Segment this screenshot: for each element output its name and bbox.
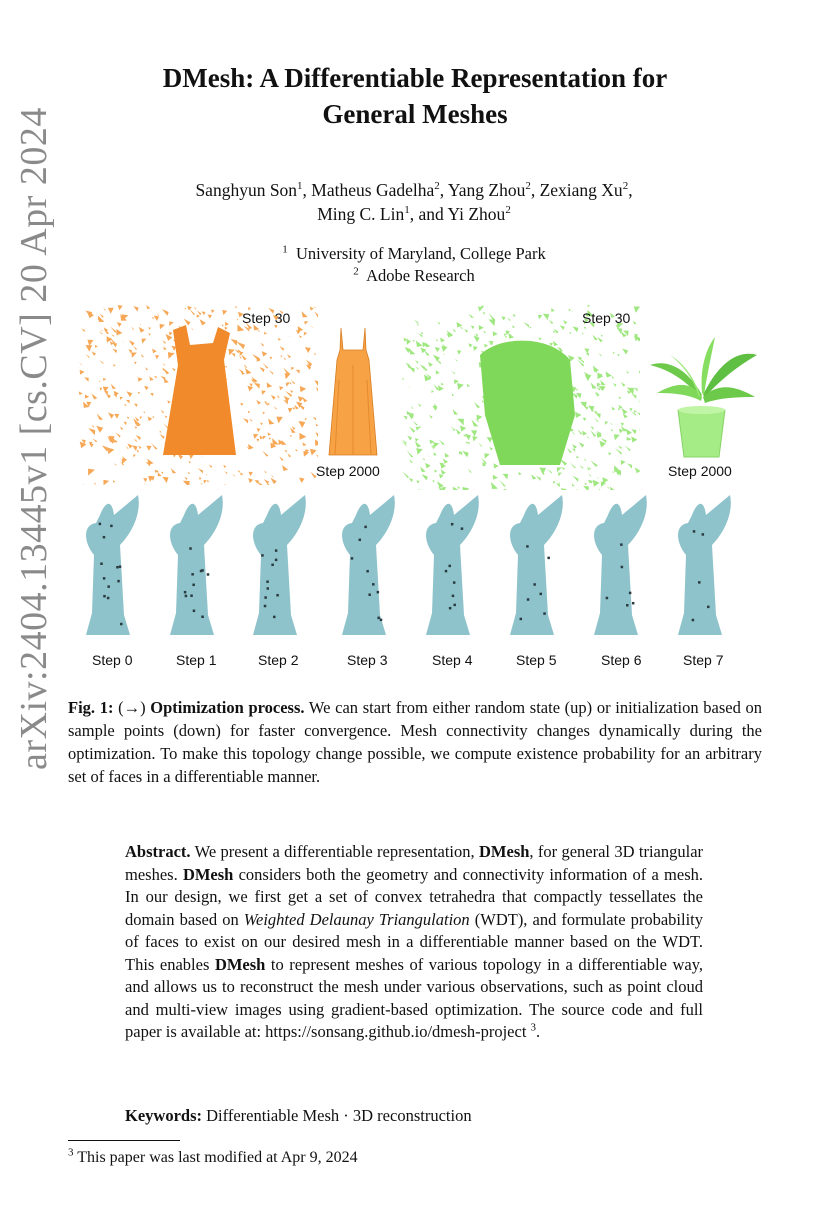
abstract-wdt: Weighted Delaunay Triangulation bbox=[243, 909, 470, 929]
label-step-1: Step 1 bbox=[176, 652, 217, 668]
caption-heading: Optimization process. bbox=[150, 698, 305, 717]
author-name: Sanghyun Son bbox=[195, 180, 298, 200]
label-step-3: Step 3 bbox=[347, 652, 388, 668]
affiliations bbox=[100, 243, 728, 287]
author-name: , Zexiang Xu bbox=[530, 180, 623, 200]
arxiv-stamp: arXiv:2404.13445v1 [cs.CV] 20 Apr 2024 bbox=[13, 107, 55, 770]
author-mark: 2 bbox=[505, 204, 511, 217]
label-plant-step30: Step 30 bbox=[582, 310, 631, 326]
statue-step-3 bbox=[342, 495, 395, 635]
label-step-6: Step 6 bbox=[601, 652, 642, 668]
author-mark: 2 bbox=[434, 180, 440, 193]
abstract-text: . bbox=[536, 1022, 541, 1041]
author-mark: 1 bbox=[404, 204, 410, 217]
statue-step-1 bbox=[170, 495, 223, 635]
label-step-5: Step 5 bbox=[516, 652, 557, 668]
footnote-mark: 3 bbox=[68, 1146, 74, 1159]
label-step-2: Step 2 bbox=[258, 652, 299, 668]
statue-step-4 bbox=[426, 495, 479, 635]
footnote-text: This paper was last modified at Apr 9, 2024 bbox=[77, 1149, 358, 1166]
authors-line-2 bbox=[100, 202, 728, 226]
abstract-text: to represent meshes of various topology in a differentiable way, and allows us to reconstruct the mesh under various observations, such as point cloud and multi-view images using gradient-based optimization. The source code and full paper is available at: https://sonsang.github.io/dmesh-project bbox=[125, 954, 704, 1041]
affiliation-name: University of Maryland, College Park bbox=[296, 244, 546, 263]
affiliation-mark: 2 bbox=[353, 265, 359, 278]
affiliation-name: Adobe Research bbox=[366, 266, 475, 285]
author-mark: 1 bbox=[297, 180, 303, 193]
title-line-1: DMesh: A Differentiable Representation for bbox=[162, 63, 668, 93]
caption-arrow: (→) bbox=[118, 698, 146, 717]
label-dress-step30: Step 30 bbox=[242, 310, 291, 326]
label-step-0: Step 0 bbox=[92, 652, 133, 668]
abstract-text: (WDT), and formulate probability of faces to exist on our desired mesh in a differentiable manner based on the WDT. This enables bbox=[125, 909, 704, 974]
statue-step-5 bbox=[510, 495, 563, 635]
label-dress-step2000: Step 2000 bbox=[316, 463, 380, 479]
author-name: Ming C. Lin bbox=[317, 204, 405, 224]
abstract-dmesh: DMesh bbox=[479, 842, 530, 861]
label-step-4: Step 4 bbox=[432, 652, 473, 668]
abstract-text: We present a differentiable representation, bbox=[194, 842, 475, 861]
keywords-text: Differentiable Mesh · 3D reconstruction bbox=[206, 1106, 472, 1125]
author-mark: 2 bbox=[622, 180, 629, 193]
caption-text: We can start from either random state (up) or initialization based on sample points (down) for faster convergence. Mesh connectivity changes dynamically during the optimization. To make this topology change possible, we compute existence probability for an arbitrary set of faces in a differentiable manner. bbox=[68, 698, 763, 786]
statue-silhouettes bbox=[70, 495, 760, 645]
footnote bbox=[68, 1147, 668, 1169]
author-sep: , bbox=[628, 180, 633, 200]
author-name: , Yang Zhou bbox=[439, 180, 526, 200]
label-plant-step2000: Step 2000 bbox=[668, 463, 732, 479]
affiliation-2 bbox=[100, 265, 728, 287]
author-mark: 2 bbox=[525, 180, 531, 193]
title-line-2: General Meshes bbox=[322, 99, 508, 129]
authors-line-1 bbox=[100, 178, 728, 202]
author-name: , and Yi Zhou bbox=[409, 204, 506, 224]
abstract-text: , for general 3D triangular meshes. bbox=[125, 842, 704, 884]
dress-step30-image bbox=[78, 305, 318, 485]
abstract-text: considers both the geometry and connectivity information of a mesh. In our design, we first get a set of convex tetrahedra that compactly tessellates the domain based on bbox=[125, 864, 704, 929]
plant-step2000-image bbox=[645, 335, 760, 460]
statue-step-7 bbox=[678, 495, 731, 635]
caption-label: Fig. 1: bbox=[68, 698, 114, 717]
statue-step-2 bbox=[253, 495, 306, 635]
abstract bbox=[125, 841, 703, 1044]
footnote-ref: 3 bbox=[530, 1021, 537, 1034]
abstract-dmesh: DMesh bbox=[182, 864, 234, 884]
statue-step-0 bbox=[86, 495, 139, 635]
plant-step30-image bbox=[400, 305, 640, 490]
affiliation-mark: 1 bbox=[282, 243, 288, 256]
statue-row bbox=[70, 495, 760, 645]
figure-caption bbox=[68, 696, 762, 788]
statue-step-6 bbox=[594, 495, 647, 635]
dress-step2000-image bbox=[325, 320, 380, 460]
keywords bbox=[125, 1105, 703, 1127]
affiliation-1 bbox=[100, 243, 728, 265]
keywords-label: Keywords: bbox=[125, 1106, 202, 1125]
paper-title bbox=[90, 60, 740, 132]
label-step-7: Step 7 bbox=[683, 652, 724, 668]
abstract-label: Abstract. bbox=[125, 842, 191, 861]
abstract-dmesh: DMesh bbox=[214, 954, 266, 974]
footnote-rule bbox=[68, 1140, 180, 1141]
authors bbox=[100, 178, 728, 226]
author-name: , Matheus Gadelha bbox=[302, 180, 435, 200]
figure-1 bbox=[70, 300, 760, 690]
